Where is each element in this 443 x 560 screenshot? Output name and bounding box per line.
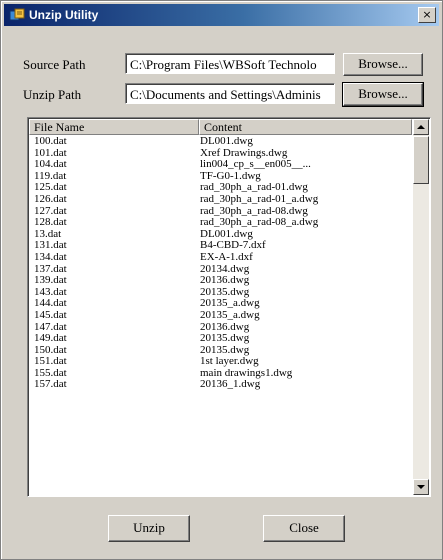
- file-name-cell: 131.dat: [34, 240, 67, 252]
- unzip-app-icon: [9, 7, 25, 23]
- table-row[interactable]: [30, 148, 412, 160]
- content-cell: EX-A-1.dxf: [200, 251, 253, 263]
- content-cell: rad_30ph_a_rad-08_a.dwg: [200, 217, 319, 229]
- table-row[interactable]: [30, 333, 412, 345]
- table-row[interactable]: [30, 217, 412, 229]
- content-cell: rad_30ph_a_rad-01_a.dwg: [200, 193, 319, 205]
- content-cell: DL001.dwg: [200, 136, 253, 147]
- content-cell: 20135.dwg: [200, 286, 250, 298]
- content-cell: DL001.dwg: [200, 228, 253, 240]
- file-name-cell: 104.dat: [34, 159, 67, 171]
- close-button[interactable]: [263, 515, 345, 542]
- content-cell: 20135_a.dwg: [200, 298, 260, 310]
- table-row[interactable]: [30, 159, 412, 171]
- unzip-browse-label: Browse...: [358, 86, 408, 101]
- content-cell: 20136_1.dwg: [200, 379, 261, 391]
- table-row[interactable]: [30, 287, 412, 299]
- file-name-cell: 151.dat: [34, 356, 67, 368]
- file-name-cell: 101.dat: [34, 147, 67, 159]
- content-cell: 1st layer.dwg: [200, 356, 259, 368]
- source-path-field[interactable]: C:\Program Files\WBSoft Technolo: [125, 53, 335, 74]
- file-name-cell: 155.dat: [34, 367, 67, 379]
- file-name-cell: 127.dat: [34, 205, 67, 217]
- file-name-cell: 144.dat: [34, 298, 67, 310]
- table-row[interactable]: [30, 310, 412, 322]
- title-bar[interactable]: [4, 4, 439, 26]
- table-row[interactable]: [30, 264, 412, 276]
- content-cell: rad_30ph_a_rad-08.dwg: [200, 205, 308, 217]
- unzip-path-label: Unzip Path: [23, 87, 82, 102]
- table-row[interactable]: [30, 240, 412, 252]
- table-row[interactable]: [30, 368, 412, 380]
- table-row[interactable]: [30, 275, 412, 287]
- file-name-cell: 143.dat: [34, 286, 67, 298]
- column-header-file-name[interactable]: File Name: [29, 119, 199, 135]
- unzip-button[interactable]: [108, 515, 190, 542]
- table-row[interactable]: [30, 136, 412, 148]
- file-name-cell: 157.dat: [34, 379, 67, 391]
- file-name-cell: 149.dat: [34, 333, 67, 345]
- file-list[interactable]: [27, 117, 431, 497]
- file-name-cell: 139.dat: [34, 275, 67, 287]
- content-cell: Xref Drawings.dwg: [200, 147, 288, 159]
- scroll-thumb[interactable]: [413, 136, 429, 184]
- scroll-up-arrow-icon: [417, 125, 425, 129]
- content-cell: 20135.dwg: [200, 344, 250, 356]
- content-cell: B4-CBD-7.dxf: [200, 240, 266, 252]
- file-name-cell: 119.dat: [34, 170, 67, 182]
- column-header-content[interactable]: Content: [199, 119, 412, 135]
- table-row[interactable]: [30, 379, 412, 391]
- table-row[interactable]: [30, 345, 412, 357]
- close-icon[interactable]: ×: [418, 7, 436, 23]
- file-name-cell: 13.dat: [34, 228, 62, 240]
- content-cell: 20134.dwg: [200, 263, 250, 275]
- table-row[interactable]: [30, 194, 412, 206]
- table-row[interactable]: [30, 252, 412, 264]
- file-name-cell: 134.dat: [34, 251, 67, 263]
- file-list-rows: [30, 136, 412, 391]
- file-name-cell: 147.dat: [34, 321, 67, 333]
- content-cell: rad_30ph_a_rad-01.dwg: [200, 182, 308, 194]
- unzip-path-field[interactable]: C:\Documents and Settings\Adminis: [125, 83, 335, 104]
- scroll-down-arrow-icon: [417, 485, 425, 489]
- table-row[interactable]: [30, 356, 412, 368]
- window-title: Unzip Utility: [29, 8, 99, 22]
- unzip-browse-button[interactable]: [343, 83, 423, 106]
- content-cell: TF-G0-1.dwg: [200, 170, 261, 182]
- file-name-cell: 100.dat: [34, 136, 67, 147]
- table-row[interactable]: [30, 229, 412, 241]
- source-path-label: Source Path: [23, 57, 86, 72]
- table-row[interactable]: [30, 182, 412, 194]
- file-name-cell: 125.dat: [34, 182, 67, 194]
- source-browse-label: Browse...: [358, 56, 408, 71]
- content-cell: 20135.dwg: [200, 333, 250, 345]
- content-cell: 20136.dwg: [200, 275, 250, 287]
- table-row[interactable]: [30, 206, 412, 218]
- table-row[interactable]: [30, 298, 412, 310]
- unzip-button-label: Unzip: [133, 520, 165, 535]
- scroll-up-button[interactable]: [413, 119, 429, 135]
- content-cell: lin004_cp_s__en005__...: [200, 159, 311, 171]
- source-browse-button[interactable]: [343, 53, 423, 76]
- content-cell: main drawings1.dwg: [200, 367, 293, 379]
- file-name-cell: 126.dat: [34, 193, 67, 205]
- vertical-scrollbar[interactable]: [413, 119, 429, 495]
- file-name-cell: 150.dat: [34, 344, 67, 356]
- content-cell: 20136.dwg: [200, 321, 250, 333]
- file-name-cell: 137.dat: [34, 263, 67, 275]
- file-name-cell: 128.dat: [34, 217, 67, 229]
- file-name-cell: 145.dat: [34, 309, 67, 321]
- content-cell: 20135_a.dwg: [200, 309, 260, 321]
- table-row[interactable]: [30, 171, 412, 183]
- table-row[interactable]: [30, 322, 412, 334]
- close-button-label: Close: [289, 520, 319, 535]
- scroll-down-button[interactable]: [413, 479, 429, 495]
